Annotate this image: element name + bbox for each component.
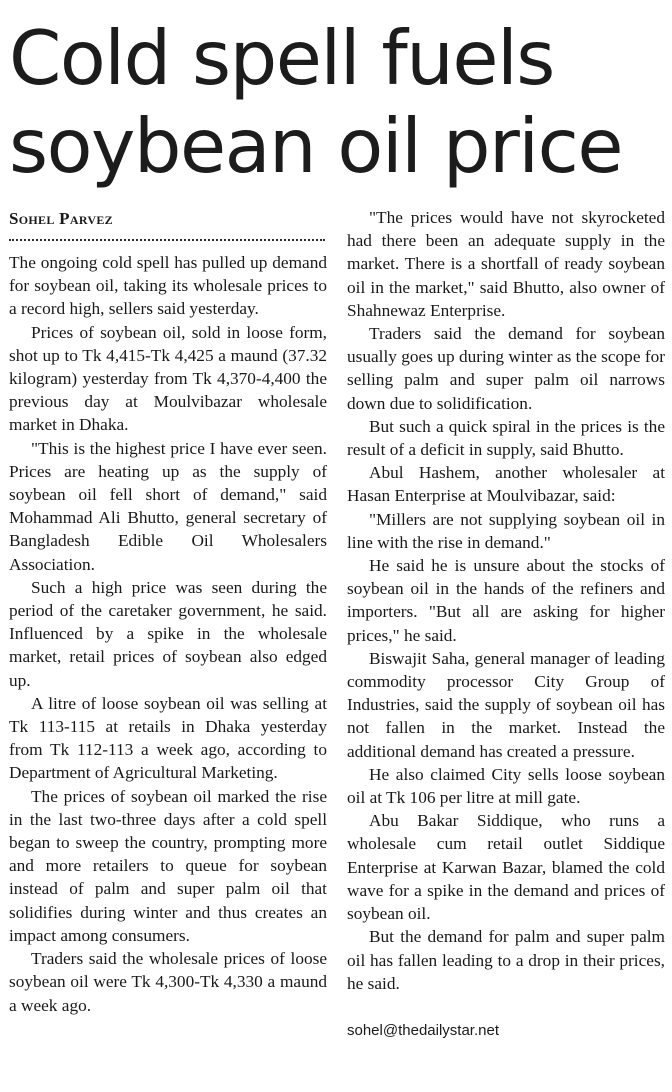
- paragraph: "Millers are not supplying soybean oil in line with the rise in demand.": [347, 509, 665, 552]
- paragraph: Biswajit Saha, general manager of leading commodity processor City Group of Industries, said the supply of soybean oil has not fallen in the market. Instead the additional demand has created a pressure.: [347, 648, 665, 761]
- paragraph: Abul Hashem, another wholesaler at Hasan Enterprise at Moulvibazar, said:: [347, 463, 665, 506]
- paragraph: The prices of soybean oil marked the rise in the last two-three days after a cold spell began to sweep the country, prompting more and more retailers to queue for soybean instead of palm and super palm oil that solidifies during winter and thus creates an impact among consumers.: [9, 786, 327, 945]
- paragraph: "This is the highest price I have ever seen. Prices are heating up as the supply of soybean oil fell short of demand," said Mohammad Ali Bhutto, general secretary of Bangladesh Edible Oil Wholesalers Association.: [9, 438, 327, 574]
- paragraph: "The prices would have not skyrocketed had there been an adequate supply in the market. There is a shortfall of ready soybean oil in the market," said Bhutto, also owner of Shahnewaz Enterprise.: [347, 208, 665, 320]
- paragraph: He also claimed City sells loose soybean oil at Tk 106 per litre at mill gate.: [347, 764, 665, 808]
- paragraph: Traders said the demand for soybean usually goes up during winter as the scope for selling palm and super palm oil narrows down due to solidification.: [347, 324, 665, 413]
- headline: Cold spell fuels soybean oil price: [9, 14, 622, 190]
- byline-dotted-divider: [9, 239, 325, 241]
- paragraph: Traders said the wholesale prices of loose soybean oil were Tk 4,300-Tk 4,330 a maund a week ago.: [9, 949, 327, 1015]
- paragraph: But the demand for palm and super palm oil has fallen leading to a drop in their prices, he said.: [347, 927, 665, 993]
- byline: Sohel Parvez: [9, 209, 113, 228]
- paragraph: But such a quick spiral in the prices is the result of a deficit in supply, said Bhutto.: [347, 416, 665, 460]
- article-column-right: [347, 206, 665, 1041]
- article-column-left: [9, 206, 327, 1017]
- author-email[interactable]: sohel@thedailystar.net: [347, 1021, 499, 1039]
- paragraph: Such a high price was seen during the period of the caretaker government, he said. Influenced by a spike in the wholesale market, retail prices of soybean also edged up.: [9, 577, 327, 690]
- paragraph: Prices of soybean oil, sold in loose form, shot up to Tk 4,415-Tk 4,425 a maund (37.32 kilogram) yesterday from Tk 4,370-4,400 the previous day at Moulvibazar wholesale market in Dhaka.: [9, 322, 327, 435]
- paragraph: A litre of loose soybean oil was selling at Tk 113-115 at retails in Dhaka yesterday from Tk 112-113 a week ago, according to Department of Agricultural Marketing.: [9, 693, 327, 783]
- paragraph: Abu Bakar Siddique, who runs a wholesale cum retail outlet Siddique Enterprise at Karwan Bazar, blamed the cold wave for a spike in the demand and prices of soybean oil.: [347, 811, 665, 924]
- paragraph: The ongoing cold spell has pulled up demand for soybean oil, taking its wholesale prices to a record high, sellers said yesterday.: [9, 253, 327, 319]
- paragraph: He said he is unsure about the stocks of soybean oil in the hands of the refiners and importers. "But all are asking for higher prices," he said.: [347, 556, 665, 645]
